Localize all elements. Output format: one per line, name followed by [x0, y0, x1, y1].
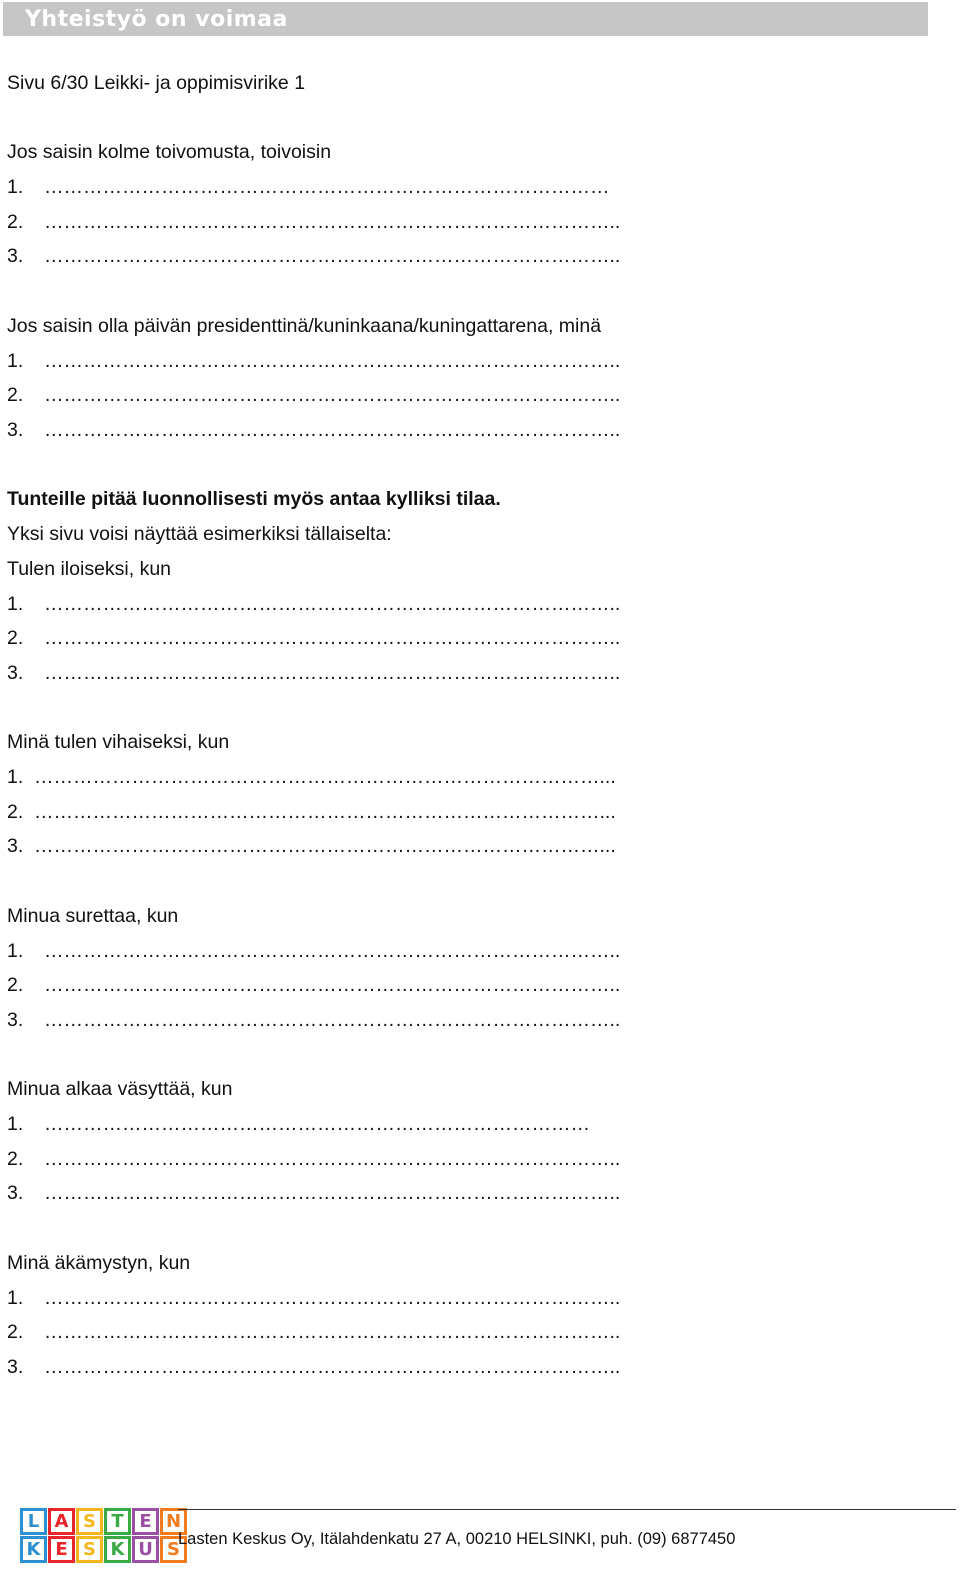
item-number: 3. — [7, 419, 24, 441]
item-number: 3. — [7, 245, 24, 267]
logo-tile: U — [132, 1536, 159, 1563]
list-item — [7, 626, 620, 650]
list-item — [7, 1355, 620, 1379]
fill-in-line: …………………………………………………………………………….. — [44, 350, 621, 372]
fill-in-line: …………………………………………………………………………….. — [44, 974, 621, 996]
list-item — [7, 939, 620, 963]
item-number: 2. — [7, 627, 24, 649]
header-banner — [3, 2, 928, 36]
section-heading-angry: Minä tulen vihaiseksi, kun — [7, 731, 230, 753]
item-number: 2. — [7, 801, 24, 823]
fill-in-line: …………………………………………………………………………….. — [44, 419, 621, 441]
banner-title: Yhteistyö on voimaa — [25, 7, 288, 32]
item-number: 3. — [7, 1356, 24, 1378]
fill-in-line: ………………………………………………………………………… — [44, 1113, 590, 1135]
lasten-keskus-logo — [20, 1508, 187, 1564]
item-number: 1. — [7, 1113, 24, 1135]
logo-tile: A — [48, 1508, 75, 1535]
fill-in-line: …………………………………………………………………………….. — [44, 1356, 621, 1378]
item-number: 2. — [7, 974, 24, 996]
fill-in-line: …………………………………………………………………………….. — [44, 1321, 621, 1343]
logo-tile: K — [20, 1536, 47, 1563]
list-item — [7, 1147, 620, 1171]
emotions-intro-bold: Tunteille pitää luonnollisesti myös antaa kylliksi tilaa. — [7, 488, 501, 510]
logo-tile: E — [48, 1536, 75, 1563]
item-number: 2. — [7, 1148, 24, 1170]
fill-in-line: …………………………………………………………………………….. — [44, 384, 621, 406]
page-label: Sivu 6/30 Leikki- ja oppimisvirike 1 — [7, 72, 306, 94]
section-heading-bored: Minua alkaa väsyttää, kun — [7, 1078, 233, 1100]
fill-in-line: …………………………………………………………………………….. — [44, 627, 621, 649]
item-number: 1. — [7, 766, 24, 788]
section-heading-annoyed: Minä äkämystyn, kun — [7, 1252, 191, 1274]
list-item — [7, 1008, 620, 1032]
item-number: 3. — [7, 1009, 24, 1031]
section-heading-wishes: Jos saisin kolme toivomusta, toivoisin — [7, 141, 332, 163]
list-item — [7, 765, 616, 789]
list-item — [7, 1286, 620, 1310]
list-item — [7, 175, 610, 199]
list-item — [7, 210, 620, 234]
list-item — [7, 592, 620, 616]
list-item — [7, 349, 620, 373]
item-number: 1. — [7, 940, 24, 962]
list-item — [7, 973, 620, 997]
section-heading-happy: Tulen iloiseksi, kun — [7, 558, 172, 580]
item-number: 1. — [7, 176, 24, 198]
fill-in-line: …………………………………………………………………………….. — [44, 1287, 621, 1309]
logo-row-keskus — [20, 1536, 187, 1563]
footer-address: Lasten Keskus Oy, Itälahdenkatu 27 A, 00210 HELSINKI, puh. (09) 6877450 — [178, 1530, 736, 1548]
list-item — [7, 244, 620, 268]
list-item — [7, 1320, 620, 1344]
logo-tile: E — [132, 1508, 159, 1535]
list-item — [7, 800, 616, 824]
item-number: 2. — [7, 384, 24, 406]
item-number: 1. — [7, 350, 24, 372]
item-number: 3. — [7, 835, 24, 857]
logo-tile: K — [104, 1536, 131, 1563]
logo-tile: S — [76, 1508, 103, 1535]
fill-in-line: …………………………………………………………………………….. — [44, 662, 621, 684]
list-item — [7, 383, 620, 407]
logo-row-lasten — [20, 1508, 187, 1535]
item-number: 3. — [7, 662, 24, 684]
item-number: 1. — [7, 1287, 24, 1309]
fill-in-line: ……………………………………………………………………………... — [34, 766, 616, 788]
emotions-intro-text: Yksi sivu voisi näyttää esimerkiksi tällaiselta: — [7, 523, 392, 545]
section-heading-sad: Minua surettaa, kun — [7, 905, 179, 927]
logo-tile: T — [104, 1508, 131, 1535]
list-item — [7, 418, 620, 442]
logo-tile: S — [160, 1536, 187, 1563]
logo-tile: N — [160, 1508, 187, 1535]
list-item — [7, 1181, 620, 1205]
list-item — [7, 1112, 590, 1136]
fill-in-line: …………………………………………………………………………….. — [44, 1009, 621, 1031]
fill-in-line: ……………………………………………………………………………... — [34, 835, 616, 857]
fill-in-line: …………………………………………………………………………… — [44, 176, 610, 198]
fill-in-line: …………………………………………………………………………….. — [44, 1148, 621, 1170]
list-item — [7, 834, 616, 858]
fill-in-line: …………………………………………………………………………….. — [44, 1182, 621, 1204]
item-number: 2. — [7, 1321, 24, 1343]
logo-tile: S — [76, 1536, 103, 1563]
fill-in-line: …………………………………………………………………………….. — [44, 245, 621, 267]
fill-in-line: ……………………………………………………………………………... — [34, 801, 616, 823]
logo-tile: L — [20, 1508, 47, 1535]
fill-in-line: …………………………………………………………………………….. — [44, 593, 621, 615]
section-heading-president: Jos saisin olla päivän presidenttinä/kuninkaana/kuningattarena, minä — [7, 315, 602, 337]
item-number: 2. — [7, 211, 24, 233]
fill-in-line: …………………………………………………………………………….. — [44, 211, 621, 233]
item-number: 3. — [7, 1182, 24, 1204]
fill-in-line: …………………………………………………………………………….. — [44, 940, 621, 962]
footer-divider — [178, 1509, 956, 1510]
item-number: 1. — [7, 593, 24, 615]
list-item — [7, 661, 620, 685]
